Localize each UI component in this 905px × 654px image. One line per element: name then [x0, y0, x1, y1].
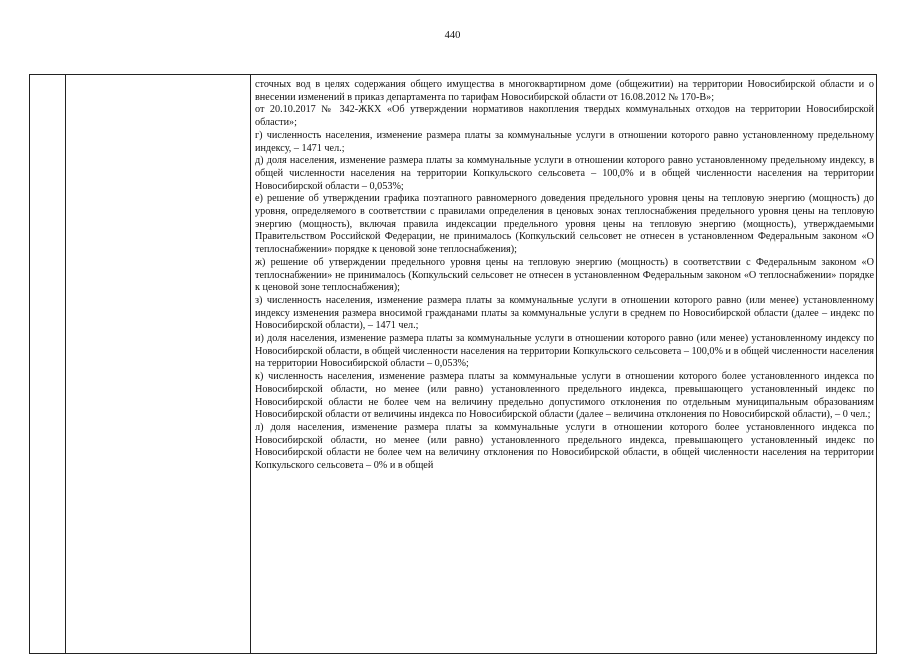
table-text-cell [255, 79, 874, 473]
paragraph: е) решение об утверждении графика поэтапного равномерного доведения предельного уровня цены на тепловую энергию (мощность) до уровня, определяемого в соответствии с правилами определения в ценовых зонах теплоснабжения предельного уровня цены на тепловую энергию (мощность), включая правила индексации предельного уровня цены на тепловую энергию (мощность), утверждаемыми Правительством Российской Федерации, не принималось (Копкульский сельсовет не отнесен в установленном Федеральным законом «О теплоснабжении» порядке к ценовой зоне теплоснабжения); [255, 193, 874, 256]
paragraph: г) численность населения, изменение размера платы за коммунальные услуги в отношении которого равно установленному предельному индексу, – 1471 чел.; [255, 129, 874, 154]
paragraph: и) доля населения, изменение размера платы за коммунальные услуги в отношении которого равно (или менее) установленному индексу по Новосибирской области, в общей численности населения на территории Копкульского сельсовета – 100,0% и в общей численности населения на территории Новосибирской области – 0,053%; [255, 333, 874, 370]
document-table [29, 74, 877, 654]
page-number: 440 [444, 30, 461, 41]
paragraph: сточных вод в целях содержания общего имущества в многоквартирном доме (общежитии) на территории Новосибирской области и о внесении изменений в приказ департамента по тарифам Новосибирской области от 16.08.2012 № 170-В»; [255, 79, 874, 103]
paragraph: д) доля населения, изменение размера платы за коммунальные услуги в отношении которого равно установленному предельному индексу, в общей численности населения на территории Копкульского сельсовета – 100,0% и в общей численности населения на территории Новосибирской области – 0,053%; [255, 155, 874, 192]
column-divider-2 [250, 75, 251, 653]
paragraph: к) численность населения, изменение размера платы за коммунальные услуги в отношении которого более установленного индекса по Новосибирской области, но менее (или равно) установленного предельного индекса, превышающего установленный индекс по Новосибирской области не более чем на величину предельно допустимого отклонения по отдельным муниципальным образованиям Новосибирской области от величины индекса по Новосибирской области (далее – величина отклонения по Новосибирской области), – 0 чел.; [255, 371, 874, 421]
column-divider-1 [65, 75, 66, 653]
paragraph: з) численность населения, изменение размера платы за коммунальные услуги в отношении которого равно (или менее) установленному индексу изменения размера вносимой гражданами платы за коммунальные услуги в среднем по Новосибирской области (далее – индекс по Новосибирской области), – 1471 чел.; [255, 294, 874, 332]
paragraph: л) доля населения, изменение размера платы за коммунальные услуги в отношении которого более установленного индекса по Новосибирской области, но менее (или равно) установленного предельного индекса, превышающего установленный индекс по Новосибирской области не более чем на величину отклонения по Новосибирской области, в общей численности населения на территории Копкульского сельсовета – 0% и в общей [255, 421, 874, 472]
paragraph: ж) решение об утверждении предельного уровня цены на тепловую энергию (мощность) в соответствии с Федеральным законом «О теплоснабжении» не принималось (Копкульский сельсовет не отнесен в установленном Федеральным законом «О теплоснабжении» порядке к ценовой зоне теплоснабжения); [255, 256, 874, 294]
paragraph: от 20.10.2017 № 342-ЖКХ «Об утверждении нормативов накопления твердых коммунальных отходов на территории Новосибирской области»; [255, 104, 874, 129]
